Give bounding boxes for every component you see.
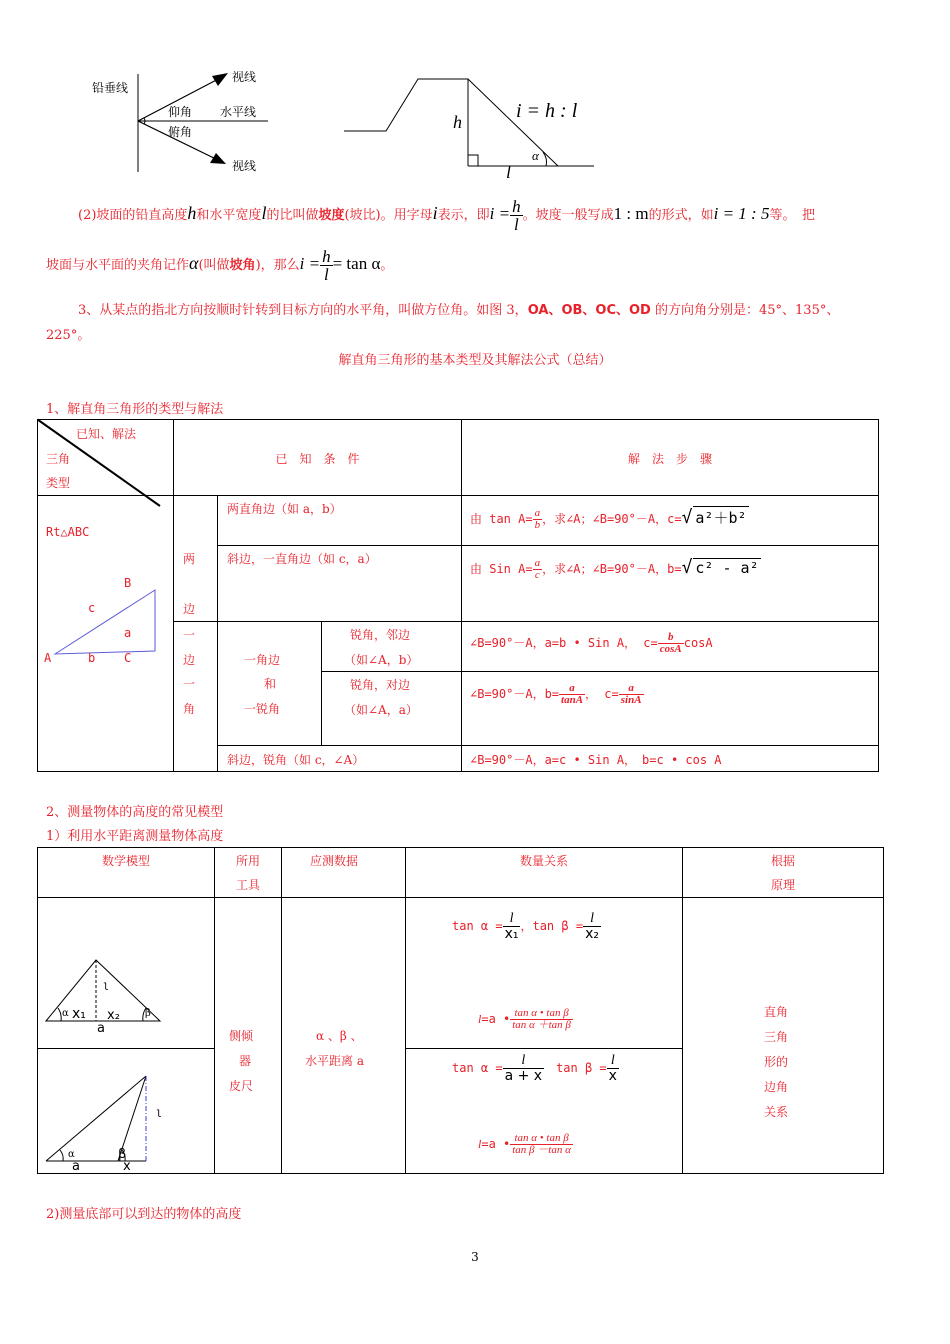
m1-label-x1: x₁ xyxy=(72,1006,86,1022)
t1-header-method: 解 法 步 骤 xyxy=(627,452,712,466)
m2-label-a: a xyxy=(72,1159,80,1174)
tri-side-c: c xyxy=(88,601,96,615)
t2-relation-1b: l=a • $\frac{\text{tan α • tan β}}{\text{tan α ＋tan β}}$ xyxy=(478,1007,571,1031)
tri-vertex-b: B xyxy=(124,576,132,590)
t1-two-sides-1: 两 xyxy=(183,552,196,566)
m2-label-beta: β xyxy=(118,1147,127,1162)
slope-ratio-formula: i = h : l xyxy=(516,100,578,122)
page-number: 3 xyxy=(471,1250,479,1264)
t2-basis-2: 三角 xyxy=(764,1030,789,1044)
t2-header-relation: 数量关系 xyxy=(519,854,568,868)
section-2-2-heading: 2)测量底部可以到达的物体的高度 xyxy=(46,1207,242,1222)
t1-row4-known-1: 锐角，对边 xyxy=(350,678,411,692)
model2-triangle xyxy=(46,1076,146,1161)
t1-rt-triangle-label: Rt△ABC xyxy=(46,525,90,539)
slope-angle-fraction: $\frac{h}{l}$ xyxy=(322,247,331,284)
t2-basis-3: 形的 xyxy=(764,1055,789,1069)
tri-vertex-a: A xyxy=(44,651,52,665)
m1-label-alpha: α xyxy=(62,1008,69,1019)
t2-relation-1a: tan α = $\frac{l}{\text{x₁}}$ ，tan β = $\frac{l}{\text{x₂}}$ xyxy=(452,911,599,942)
t1-row4-method: ∠B=90°－A，b= $\frac{a}{\tan A}$ ， c= $\frac{a}{\sin A}$ xyxy=(470,682,642,706)
summary-title: 解直角三角形的基本类型及其解法公式（总结） xyxy=(338,353,612,368)
t1-side-angle-4: 角 xyxy=(183,702,196,716)
t2-header-basis-1: 根据 xyxy=(770,854,795,868)
t1-row3-method: ∠B=90°－A，a=b • Sin A， c= $\frac{b}{\cos A}$ cosA xyxy=(470,631,713,655)
bearing-definition-line1: 3、从某点的指北方向按顺时针转到目标方向的水平角，叫做方位角。如图 3，OA、OB、OC、OD 的方向角分别是：45°、135°、 xyxy=(78,303,840,318)
slope-angle-label: α xyxy=(532,148,539,163)
sight-line-up-label: 视线 xyxy=(232,70,257,84)
slope-fraction: $\frac{h}{l}$ xyxy=(512,197,521,234)
t1-header-known: 已 知 条 件 xyxy=(275,452,360,466)
t2-relation-2a: tan α = $\frac{l}{a + x}$ tan β = $\frac{l}{x}$ xyxy=(452,1053,617,1084)
slope-width-label: l xyxy=(506,162,512,182)
m1-label-l: l xyxy=(103,982,110,993)
sight-line-down-label: 视线 xyxy=(232,159,257,173)
t2-header-data: 应测数据 xyxy=(310,854,359,868)
elevation-angle-label: 仰角 xyxy=(168,105,193,119)
slope-definition-line1: (2)坡面的铅直高度h和水平宽度l的比叫做坡度(坡比)。用字母i表示，即i = $\frac{h}{l}$ 。坡度一般写成1 : m的形式，如i = 1 : 5等。 把 xyxy=(78,197,815,234)
t1-header-diag-left1: 三角 xyxy=(46,452,71,466)
t1-header-diag-left2: 类型 xyxy=(46,476,71,490)
t2-header-model: 数学模型 xyxy=(101,854,150,868)
tri-side-b: b xyxy=(88,651,96,665)
t1-one-side-1: 一角边 xyxy=(244,653,281,667)
depression-angle-label: 俯角 xyxy=(168,125,193,139)
horizontal-line-label: 水平线 xyxy=(220,105,257,119)
t1-header-diag-top: 已知、解法 xyxy=(76,427,137,441)
m2-label-x: x xyxy=(123,1159,131,1174)
m2-label-alpha: α xyxy=(68,1149,75,1160)
t1-side-angle-1: 一 xyxy=(183,628,196,642)
term-slope-angle: 坡角 xyxy=(229,258,256,273)
t1-side-angle-3: 一 xyxy=(183,677,196,691)
t2-header-tool-1: 所用 xyxy=(235,854,260,868)
t1-row5-known: 斜边，锐角（如 c，∠A） xyxy=(227,753,365,767)
t2-data-1: α 、β 、 xyxy=(316,1029,363,1043)
slope-height-label: h xyxy=(453,112,462,132)
t2-header-basis-2: 原理 xyxy=(770,878,795,892)
m1-label-a: a xyxy=(97,1021,105,1036)
t1-row4-known-2: （如∠A，a） xyxy=(344,703,418,717)
t2-basis-1: 直角 xyxy=(764,1005,789,1019)
m1-label-beta: β xyxy=(145,1008,151,1019)
t2-data-2: 水平距离 a xyxy=(305,1054,364,1068)
t1-row3-known-1: 锐角，邻边 xyxy=(350,628,411,642)
t1-row3-known-2: （如∠A，b） xyxy=(344,653,419,667)
t1-one-side-3: 一锐角 xyxy=(244,702,281,716)
slope-definition-line2: 坡面与水平面的夹角记作α(叫做坡角)，那么i = $\frac{h}{l}$ = tan α。 xyxy=(46,247,394,284)
bearing-definition-line2: 225°。 xyxy=(46,328,91,343)
section-1-heading: 1、解直角三角形的类型与解法 xyxy=(46,402,224,417)
t2-basis-5: 关系 xyxy=(764,1105,789,1119)
t2-header-tool-2: 工具 xyxy=(235,878,260,892)
t1-row1-known: 两直角边（如 a，b） xyxy=(227,502,342,516)
t1-side-angle-2: 边 xyxy=(183,653,196,667)
t2-tool-3: 皮尺 xyxy=(229,1079,254,1093)
t1-row1-method: 由 tan A= $\frac{a}{b}$ ，求∠A；∠B=90°－A，c=√ a²＋b² xyxy=(470,507,747,531)
t2-tool-2: 器 xyxy=(239,1054,252,1068)
section-2-1-heading: 1）利用水平距离测量物体高度 xyxy=(46,829,224,844)
t1-row5-method: ∠B=90°－A，a=c • Sin A， b=c • cos A xyxy=(470,753,722,767)
tri-vertex-c: C xyxy=(124,651,132,665)
term-slope: 坡度 xyxy=(318,208,345,223)
t2-tool-1: 侧倾 xyxy=(229,1029,254,1043)
m1-label-x2: x₂ xyxy=(107,1008,120,1023)
m2-label-l: l xyxy=(156,1109,163,1120)
plumb-line-label: 铅垂线 xyxy=(92,81,129,95)
t1-two-sides-2: 边 xyxy=(183,602,196,616)
tri-side-a: a xyxy=(124,626,132,640)
t2-basis-4: 边角 xyxy=(764,1080,789,1094)
t1-one-side-2: 和 xyxy=(264,677,277,691)
t1-row2-known: 斜边，一直角边（如 c，a） xyxy=(227,552,377,566)
section-2-heading: 2、测量物体的高度的常见模型 xyxy=(46,805,224,820)
t1-row2-method: 由 Sin A= $\frac{a}{c}$ ，求∠A；∠B=90°－A，b=√ c² - a² xyxy=(470,557,759,581)
t2-relation-2b: l=a • $\frac{\text{tan α • tan β}}{\text{tan β －tan α}}$ xyxy=(478,1132,571,1156)
